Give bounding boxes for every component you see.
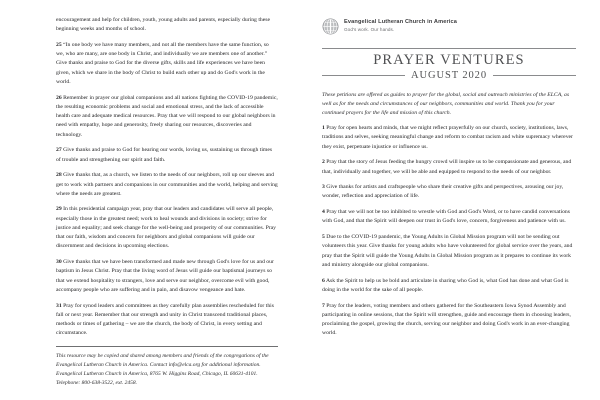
- entry-text: Give thanks for artists and craftspeople who share their creative gifts and perspectives, arousing our joy, wonder, reflection and appreciation of life.: [322, 184, 564, 200]
- entry-number: 26: [56, 94, 62, 101]
- entry-number: 2: [322, 159, 325, 166]
- left-column: [14, 16, 300, 390]
- entry-text: Give thanks and praise to God for hearing our words, loving us, sustaining us through times of trouble and strengthening our spirit and faith.: [56, 147, 273, 163]
- footer-divider: [56, 346, 278, 347]
- subtitle-rule-right: [493, 75, 576, 76]
- entry-number: 30: [56, 259, 62, 266]
- prayer-entry-1: [322, 124, 576, 152]
- prayer-entry-27: [56, 146, 278, 164]
- prayer-entry-29: [56, 205, 278, 251]
- subtitle-row: [322, 70, 576, 81]
- prayer-entry-31: [56, 302, 278, 339]
- prayer-entry-3: [322, 183, 576, 201]
- entry-text: Give thanks that we have been transformed and made new through God's love for us and our baptism in Jesus Christ. Pray that the living word of Jesus will guide our baptismal journeys so that we extend hospitality to strangers, love and serve our neighbor, overcome evil with good, accompany people who are suffering and in pain, and disavow vengeance and hate.: [56, 259, 274, 293]
- prayer-entry-25: [56, 41, 278, 87]
- title-top-rule: [322, 48, 576, 49]
- entry-text: Ask the Spirit to help us be bold and articulate in sharing who God is, what God has done and what God is doing in the world for the sake of all people.: [322, 277, 569, 293]
- entry-number: 27: [56, 147, 62, 154]
- organization-tagline: God's work. Our hands.: [344, 26, 395, 32]
- entry-text: Pray for synod leaders and committees as they carefully plan assemblies rescheduled for this fall or next year. Remember that our strength and unity in Christ transcend traditional places, methods or times of gathering – we are the church, the body of Christ, in every setting and circumstance.: [56, 302, 274, 337]
- entry-number: 3: [322, 184, 325, 191]
- prayer-entry-26: [56, 94, 278, 140]
- entry-number: 31: [56, 302, 62, 309]
- entry-number: 5: [322, 234, 325, 241]
- entry-text: Due to the COVID-19 pandemic, the Young Adults in Global Mission program will not be sending out volunteers this year. Give thanks for young adults who have volunteered for global service over the years, and pray that the Spirit will guide the Young Adults in Global Mission program as it prepares to continue its work and ministry alongside our global companions.: [322, 234, 573, 268]
- footer-note: This resource may be copied and shared among members and friends of the congregations of the Evangelical Lutheran Church in America. Contact info@elca.org for additional information. Evangelical Lutheran Church in America, 8765 W. Higgins Road, Chicago, IL 60631-4101. Telephone: 800-638-3522, ext. 2458.: [56, 353, 269, 386]
- entry-text: In this presidential campaign year, pray that our leaders and candidates will serve all people, especially those in the greatest need; work to heal wounds and divisions in society; strive for justice and equality; and seek change for the well-being and prosperity of our communities. Pray that our faith, wisdom and concern for neighbors and global companions will guide our discernment and decisions in upcoming elections.: [56, 206, 277, 250]
- entry-number: 7: [322, 302, 325, 309]
- intro-paragraph: These petitions are offered as guides to prayer for the global, social and outreach ministries of the ELCA, as well as for the needs and circumstances of our neighbors, communities and world. Thank you for your continued prayers for the life and mission of this church.: [322, 91, 570, 117]
- entry-number: 29: [56, 206, 62, 213]
- masthead: [322, 18, 576, 35]
- entry-text: Pray for the leaders, voting members and others gathered for the Southeastern Iowa Synod Assembly and participating in online sessions, that the Spirit will strengthen, guide and encourage them in choosing leaders, proclaiming the gospel, growing the church, serving our neighbor and doing God's work in an ever-changing world.: [322, 302, 571, 337]
- organization-name: Evangelical Lutheran Church in America: [344, 19, 458, 25]
- prayer-entry-7: [322, 302, 576, 339]
- entry-text: “In one body we have many members, and not all the members have the same function, so we, who are many, are one body in Christ, and individually we are members one of another.” Give thanks and praise to God for the diverse gifts, skills and life experiences we have been given, which we share in the body of Christ to build each other up and do God's work in the world.: [56, 41, 269, 85]
- title-block: [322, 48, 576, 81]
- prayer-entry-5: [322, 233, 576, 270]
- entry-number: 28: [56, 172, 62, 179]
- entry-text: Give thanks that, as a church, we listen to the needs of our neighbors, roll up our sleeves and get to work with partners and companions in our communities and the world, helping and serving where the needs are greatest.: [56, 172, 278, 197]
- entry-text: Remember in prayer our global companions and all nations fighting the COVID-19 pandemic, the resulting economic problems and social and emotional stress, and the lack of accessible health care and adequate medical resources. Pray that we will respond to our global neighbors in need with empathy, hope and generosity, freely sharing our resources, discoveries and technology.: [56, 94, 278, 138]
- entry-number: 4: [322, 209, 325, 216]
- elca-globe-cross-icon: [322, 18, 339, 35]
- page-subtitle: AUGUST 2020: [411, 69, 487, 81]
- continued-paragraph: encouragement and help for children, youth, young adults and parents, especially during these beginning weeks and months of school.: [56, 17, 271, 33]
- brand-text: [344, 18, 457, 33]
- prayer-entry-2: [322, 158, 576, 176]
- prayer-entry-6: [322, 277, 576, 295]
- prayer-entry-28: [56, 171, 278, 199]
- entry-text: Pray for open hearts and minds, that we might reflect prayerfully on our church, society, institutions, laws, traditions and selves, seeking meaningful change and reform to combat racism and white supremacy wherever they exist, perpetuate injustice or influence us.: [322, 125, 573, 150]
- prayer-entry-4: [322, 208, 576, 226]
- entry-text: Pray that we will not be too inhibited to wrestle with God and God's Word, or to have candid conversations with God, and that the Spirit will deepen our trust in God's love, concern, forgiveness and patience with us.: [322, 209, 570, 225]
- entry-number: 1: [322, 125, 325, 132]
- subtitle-rule-left: [322, 75, 405, 76]
- entry-number: 25: [56, 41, 62, 48]
- right-column: [300, 16, 586, 390]
- entry-number: 6: [322, 277, 325, 284]
- page-title: PRAYER VENTURES: [373, 52, 525, 68]
- entry-text: Pray that the story of Jesus feeding the hungry crowd will inspire us to be compassionate and generous, and that, individually and together, we will be able and equipped to respond to the needs of our neighbor.: [322, 159, 572, 175]
- prayer-entry-30: [56, 258, 278, 295]
